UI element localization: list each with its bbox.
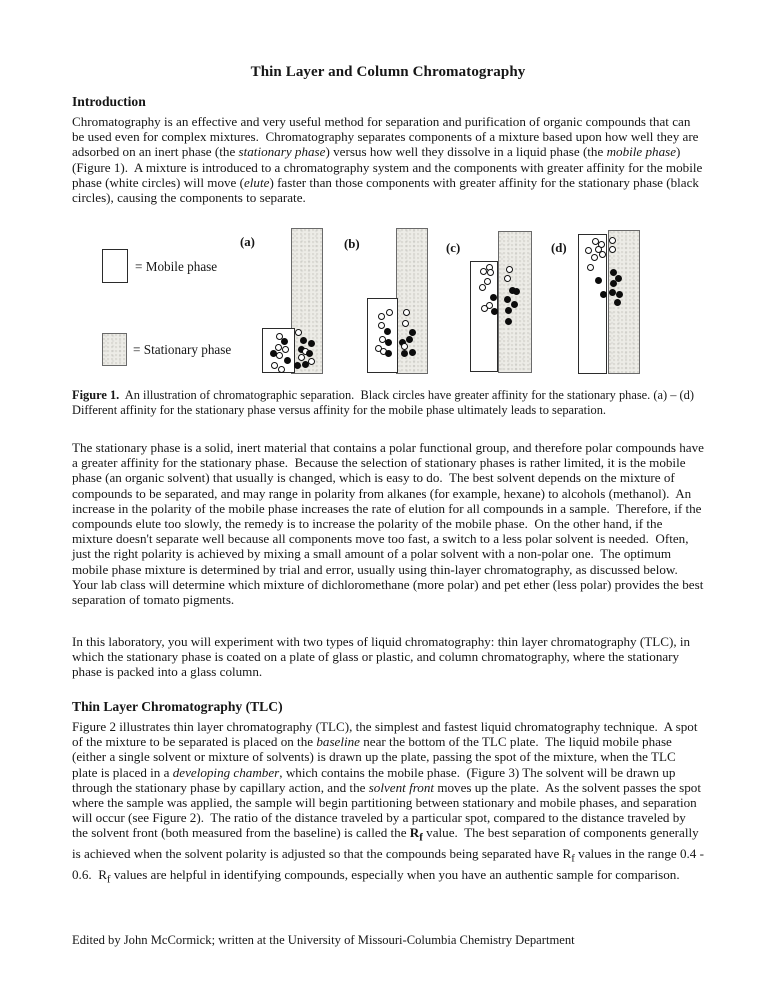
white-circle (480, 268, 487, 275)
white-circle (403, 309, 410, 316)
black-circle (409, 329, 416, 336)
black-circle (609, 289, 616, 296)
black-circle (401, 350, 408, 357)
black-circle (600, 291, 607, 298)
white-circle (402, 320, 409, 327)
tlc-paragraph: Figure 2 illustrates thin layer chromatography (TLC), the simplest and fastest liquid chromatography technique. A spot of the mixture to be separated is placed on the baseline near the bottom of the TLC plate. The liquid mobile phase (either a single solvent or mixture of solvents) is drawn up the plate, passing the spot of the mixture, when the TLC plate is placed in a developing chamber, which contains the mobile phase. (Figure 3) The solvent will be drawn up through the stationary phase by capillary action, and the solvent front moves up the plate. As the solvent passes the spot where the sample was applied, the sample will begin partitioning between stationary and mobile phases, and separation will occur (see Figure 2). The ratio of the distance traveled by a particular spot, compared to the distance traveled by the solvent front (both measured from the baseline) is called the $R_f$ value. The best separation of components generally is achieved when the solvent polarity is adjusted so that the compounds being separated have $R_f$ values in the range 0.4 - 0.6. $R_f$ values are helpful in identifying compounds, especially when you have an authentic sample for comparison. (72, 719, 704, 886)
white-circle (484, 278, 491, 285)
figure-panel-label: (d) (551, 241, 567, 255)
mobile-phase-box (470, 261, 498, 372)
black-circle (610, 280, 617, 287)
black-circle (302, 361, 309, 368)
tlc-heading: Thin Layer Chromatography (TLC) (72, 699, 283, 714)
white-circle (308, 358, 315, 365)
black-circle (281, 338, 288, 345)
white-circle (276, 352, 283, 359)
legend-stationary-phase-swatch (102, 333, 127, 366)
white-circle (591, 254, 598, 261)
laboratory-overview-paragraph: In this laboratory, you will experiment with two types of liquid chromatography: thin layer chromatography (TLC), in which the stationary phase is coated on a plate of glass or plastic, and column chromatography, where the stationary phase is packed into a glass column. (72, 634, 691, 680)
introduction-heading: Introduction (72, 94, 146, 109)
black-circle (409, 349, 416, 356)
figure1-diagram (72, 225, 704, 383)
white-circle (378, 322, 385, 329)
black-circle (504, 296, 511, 303)
black-circle (284, 357, 291, 364)
legend-mobile-phase-label: = Mobile phase (135, 259, 218, 274)
figure-panel-label: (b) (344, 237, 360, 251)
black-circle (614, 299, 621, 306)
black-circle (505, 307, 512, 314)
white-circle (585, 247, 592, 254)
white-circle (609, 237, 616, 244)
white-circle (298, 354, 305, 361)
white-circle (609, 246, 616, 253)
page-title: Thin Layer and Column Chromatography (250, 64, 526, 80)
black-circle (511, 301, 518, 308)
white-circle (487, 269, 494, 276)
white-circle (599, 251, 606, 258)
white-circle (587, 264, 594, 271)
figure1-caption: Figure 1. An illustration of chromatographic separation. Black circles have greater affinity for the stationary phase. (a) – (d) Different affinity for the stationary phase versus affinity for the mobile phase ultimately leads to separation. (72, 388, 694, 417)
white-circle (378, 313, 385, 320)
document-footer: Edited by John McCormick; written at the University of Missouri-Columbia Chemistry Department (72, 933, 575, 947)
black-circle (595, 277, 602, 284)
introduction-paragraph: Chromatography is an effective and very useful method for separation and purification of organic compounds that can be used even for complex mixtures. Chromatography separates components of a mixture based upon how well they are adsorbed on an inert phase (the stationary phase) versus how well they dissolve in a liquid phase (the mobile phase) (Figure 1). A mixture is introduced to a chromatography system and the components with greater affinity for the mobile phase (white circles) will move (elute) faster than those components with greater affinity for the stationary phase (black circles), causing the components to separate. (72, 114, 703, 206)
white-circle (275, 344, 282, 351)
white-circle (295, 329, 302, 336)
black-circle (308, 340, 315, 347)
white-circle (271, 362, 278, 369)
black-circle (513, 288, 520, 295)
figure-panel-label: (c) (446, 241, 461, 255)
white-circle (278, 366, 285, 373)
white-circle (506, 266, 513, 273)
black-circle (491, 308, 498, 315)
white-circle (386, 309, 393, 316)
black-circle (406, 336, 413, 343)
black-circle (385, 350, 392, 357)
white-circle (504, 275, 511, 282)
white-circle (401, 343, 408, 350)
legend-mobile-phase-swatch (102, 249, 128, 283)
black-circle (306, 350, 313, 357)
black-circle (384, 328, 391, 335)
white-circle (479, 284, 486, 291)
black-circle (300, 337, 307, 344)
figure-panel-label: (a) (240, 235, 255, 249)
black-circle (385, 339, 392, 346)
black-circle (505, 318, 512, 325)
stationary-phase-paragraph: The stationary phase is a solid, inert material that contains a polar functional group, and therefore polar compounds have a greater affinity for the stationary phase. Because the selection of stationary phases is rather limited, it is the mobile phase (an organic solvent) that usually is changed, which is easy to do. The best solvent depends on the mixture of compounds to be separated, and may range in polarity from alkanes (for example, hexane) to alcohols (methanol). An increase in the polarity of the mobile phase increases the rate of elution for all compounds in a sample. Therefore, if the compounds elute too slowly, the remedy is to increase the polarity of the mobile phase. On the other hand, if the mixture doesn't separate well because all components move too fast, a switch to a less polar solvent is needed. Often, just the right polarity is achieved by mixing a small amount of a polar solvent with a non-polar one. The optimum mobile phase mixture is determined by trial and error, usually using thin-layer chromatography, as discussed below. Your lab class will determine which mixture of dichloromethane (more polar) and pet ether (less polar) provides the best separation of tomato pigments. (72, 440, 704, 608)
white-circle (481, 305, 488, 312)
white-circle (282, 346, 289, 353)
legend-stationary-phase-label: = Stationary phase (133, 342, 232, 357)
black-circle (616, 291, 623, 298)
black-circle (294, 362, 301, 369)
black-circle (490, 294, 497, 301)
